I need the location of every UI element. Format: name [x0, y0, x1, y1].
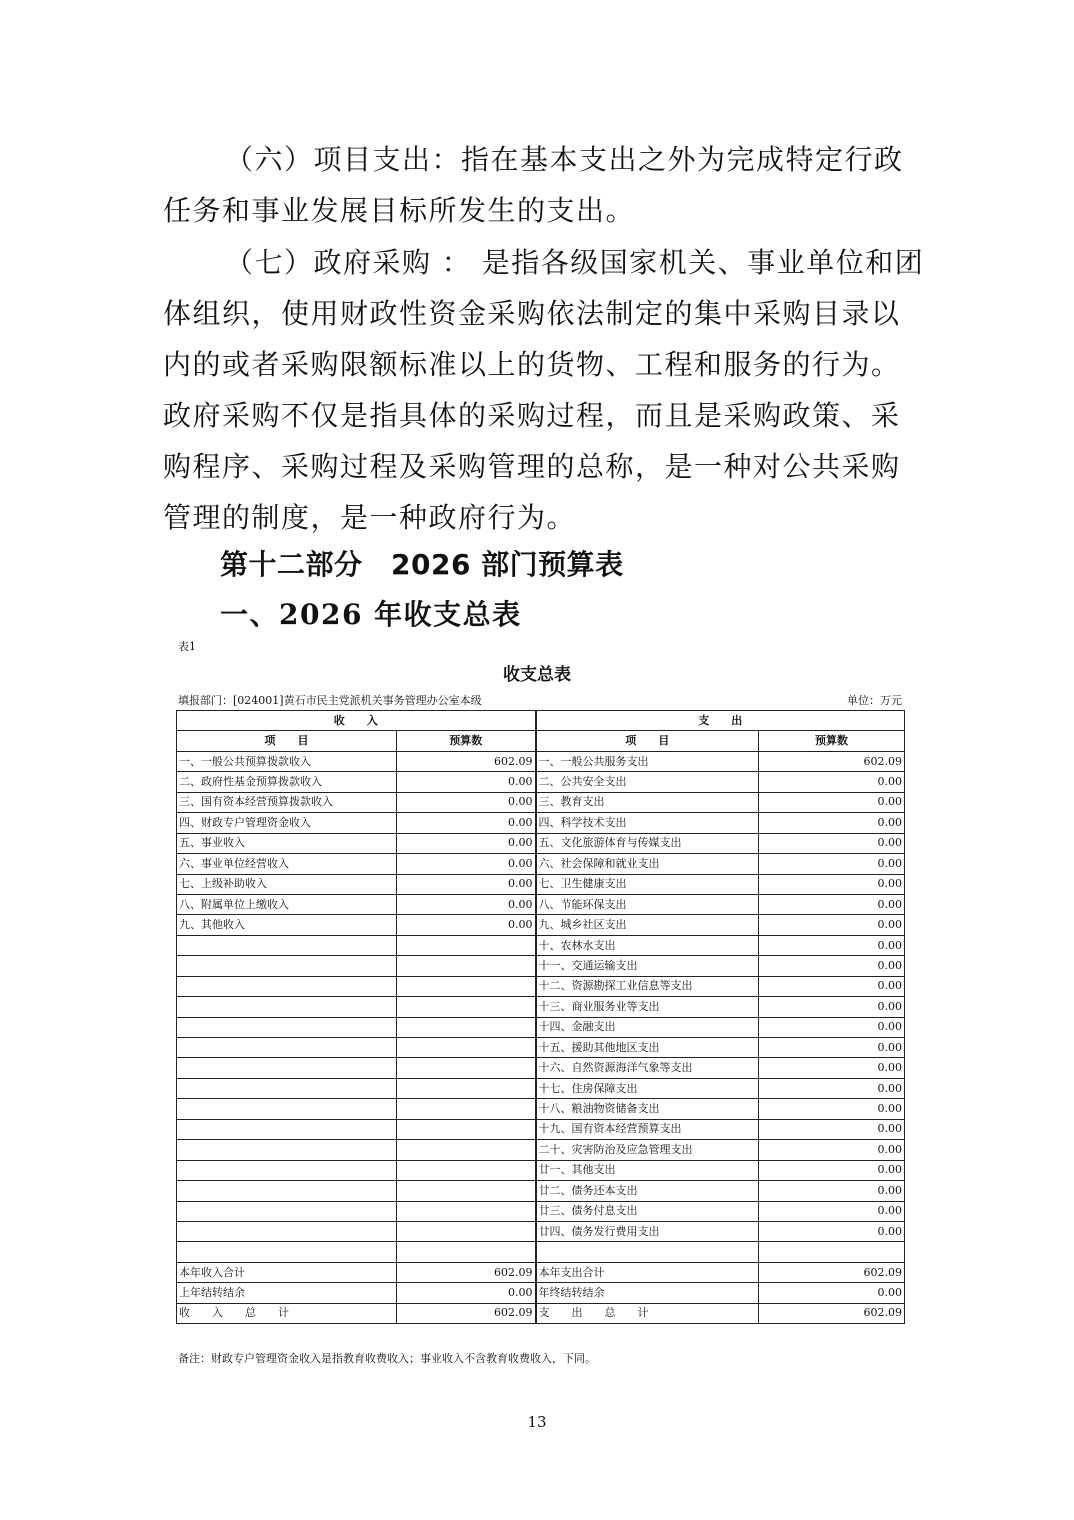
- expense-value-cell: 0.00: [759, 894, 905, 914]
- section-heading: 第十二部分 2026 部门预算表: [220, 548, 624, 581]
- income-item-cell: [177, 1160, 397, 1180]
- table-row: [177, 1160, 905, 1180]
- table-column-header-row: [177, 731, 905, 751]
- expense-item-cell: 廿二、债务还本支出: [536, 1181, 759, 1201]
- table-row: [177, 1058, 905, 1078]
- table-note: 备注：财政专户管理资金收入是指教育收费收入；事业收入不含教育收费收入，下同。: [178, 1352, 596, 1365]
- income-item-cell: [177, 1078, 397, 1098]
- income-value-cell: [397, 1181, 536, 1201]
- income-item-cell: 三、国有资本经营预算拨款收入: [177, 792, 397, 812]
- income-value-cell: 0.00: [397, 854, 536, 874]
- page-number: 13: [527, 1413, 547, 1431]
- table-row: [177, 1017, 905, 1037]
- income-value-cell: 0.00: [397, 1283, 536, 1303]
- expense-item-cell: 二、公共安全支出: [536, 772, 759, 792]
- expense-value-cell: 0.00: [759, 874, 905, 894]
- income-value-cell: 0.00: [397, 915, 536, 935]
- table-row: [177, 751, 905, 771]
- expense-value-cell: 0.00: [759, 935, 905, 955]
- income-value-cell: [397, 1160, 536, 1180]
- expense-item-cell: 十八、粮油物资储备支出: [536, 1099, 759, 1119]
- expense-value-cell: 0.00: [759, 792, 905, 812]
- expense-item-cell: 本年支出合计: [536, 1262, 759, 1282]
- income-header: 收 入: [177, 711, 536, 731]
- table-row: [177, 1119, 905, 1139]
- expense-item-cell: 四、科学技术支出: [536, 813, 759, 833]
- income-item-cell: [177, 997, 397, 1017]
- income-value-cell: 0.00: [397, 792, 536, 812]
- expense-value-cell: 0.00: [759, 1283, 905, 1303]
- expense-value-cell: 0.00: [759, 956, 905, 976]
- income-value-cell: [397, 997, 536, 1017]
- income-value-cell: [397, 1119, 536, 1139]
- expense-budget-header: 预算数: [759, 731, 905, 751]
- income-item-cell: 六、事业单位经营收入: [177, 854, 397, 874]
- budget-summary-table: [176, 710, 905, 1324]
- expense-item-cell: 一、一般公共服务支出: [536, 751, 759, 771]
- income-item-cell: [177, 1038, 397, 1058]
- table-row: [177, 1140, 905, 1160]
- expense-item-cell: 六、社会保障和就业支出: [536, 854, 759, 874]
- income-value-cell: [397, 1078, 536, 1098]
- income-item-cell: [177, 1017, 397, 1037]
- income-item-cell: 九、其他收入: [177, 915, 397, 935]
- table-title: 收支总表: [503, 665, 571, 685]
- expense-value-cell: 0.00: [759, 1017, 905, 1037]
- expense-value-cell: 0.00: [759, 772, 905, 792]
- expense-value-cell: 0.00: [759, 915, 905, 935]
- income-value-cell: 602.09: [397, 1262, 536, 1282]
- expense-value-cell: 0.00: [759, 854, 905, 874]
- expense-item-cell: 三、教育支出: [536, 792, 759, 812]
- income-value-cell: [397, 1017, 536, 1037]
- table-row: [177, 854, 905, 874]
- income-value-cell: [397, 956, 536, 976]
- income-value-cell: 602.09: [397, 1303, 536, 1323]
- expense-value-cell: 602.09: [759, 1303, 905, 1323]
- fill-department: 填报部门：[024001]黄石市民主党派机关事务管理办公室本级: [178, 694, 482, 707]
- income-item-cell: [177, 1099, 397, 1119]
- table-row: [177, 1262, 905, 1282]
- expense-item-header: 项 目: [536, 731, 759, 751]
- expense-value-cell: 0.00: [759, 1140, 905, 1160]
- table-row: [177, 956, 905, 976]
- table-row: [177, 1201, 905, 1221]
- table-row: [177, 792, 905, 812]
- table-row: [177, 935, 905, 955]
- expense-item-cell: 十五、援助其他地区支出: [536, 1038, 759, 1058]
- expense-value-cell: 0.00: [759, 1099, 905, 1119]
- table-row: [177, 1242, 905, 1262]
- expense-item-cell: 廿四、债务发行费用支出: [536, 1221, 759, 1241]
- expense-item-cell: 八、节能环保支出: [536, 894, 759, 914]
- expense-item-cell: 廿一、其他支出: [536, 1160, 759, 1180]
- income-item-cell: 二、政府性基金预算拨款收入: [177, 772, 397, 792]
- income-value-cell: 0.00: [397, 813, 536, 833]
- expense-item-cell: 十一、交通运输支出: [536, 956, 759, 976]
- expense-value-cell: 0.00: [759, 976, 905, 996]
- table-row: [177, 1099, 905, 1119]
- table-row: [177, 1078, 905, 1098]
- income-value-cell: [397, 1201, 536, 1221]
- table-row: [177, 1283, 905, 1303]
- paragraph-project-expenditure: （六）项目支出：指在基本支出之外为完成特定行政任务和事业发展目标所发生的支出。: [163, 143, 904, 227]
- income-item-cell: [177, 1119, 397, 1139]
- income-value-cell: [397, 1038, 536, 1058]
- income-budget-header: 预算数: [397, 731, 536, 751]
- paragraph-government-procurement: （七）政府采购 ： 是指各级国家机关、事业单位和团体组织，使用财政性资金采购依法制定的集中采购目录以内的或者采购限额标准以上的货物、工程和服务的行为。政府采购不仅是指具体的采购过程，而且是采购政策、采购程序、采购过程及采购管理的总称，是一种对公共采购管理的制度，是一种政府行为。: [163, 246, 925, 534]
- income-value-cell: [397, 935, 536, 955]
- expense-value-cell: 602.09: [759, 1262, 905, 1282]
- income-item-cell: [177, 1201, 397, 1221]
- income-item-cell: [177, 1140, 397, 1160]
- income-item-cell: [177, 1181, 397, 1201]
- table-row: [177, 1221, 905, 1241]
- expense-item-cell: 十六、自然资源海洋气象等支出: [536, 1058, 759, 1078]
- expense-value-cell: 0.00: [759, 997, 905, 1017]
- income-item-cell: 一、一般公共预算拨款收入: [177, 751, 397, 771]
- expense-value-cell: 0.00: [759, 1038, 905, 1058]
- expense-value-cell: 0.00: [759, 1058, 905, 1078]
- sub-heading: 一、2026 年收支总表: [220, 598, 522, 631]
- income-item-cell: [177, 1242, 397, 1262]
- expense-value-cell: 0.00: [759, 1078, 905, 1098]
- table-row: [177, 976, 905, 996]
- expense-item-cell: 五、文化旅游体育与传媒支出: [536, 833, 759, 853]
- table-row: [177, 813, 905, 833]
- expense-item-cell: 十七、住房保障支出: [536, 1078, 759, 1098]
- income-item-header: 项 目: [177, 731, 397, 751]
- table-row: [177, 1038, 905, 1058]
- expense-item-cell: 十二、资源勘探工业信息等支出: [536, 976, 759, 996]
- income-item-cell: 五、事业收入: [177, 833, 397, 853]
- table-group-header-row: [177, 711, 905, 731]
- table-row: [177, 1303, 905, 1323]
- income-value-cell: [397, 1140, 536, 1160]
- income-value-cell: 0.00: [397, 894, 536, 914]
- income-item-cell: 八、附属单位上缴收入: [177, 894, 397, 914]
- expense-value-cell: 0.00: [759, 1221, 905, 1241]
- expense-value-cell: 0.00: [759, 1201, 905, 1221]
- income-value-cell: 0.00: [397, 772, 536, 792]
- expense-item-cell: 二十、灾害防治及应急管理支出: [536, 1140, 759, 1160]
- income-item-cell: 收 入 总 计: [177, 1303, 397, 1323]
- table-row: [177, 894, 905, 914]
- income-value-cell: 0.00: [397, 833, 536, 853]
- table-row: [177, 915, 905, 935]
- income-value-cell: [397, 1221, 536, 1241]
- expense-header: 支 出: [536, 711, 905, 731]
- income-value-cell: [397, 1099, 536, 1119]
- income-item-cell: 上年结转结余: [177, 1283, 397, 1303]
- income-value-cell: 602.09: [397, 751, 536, 771]
- income-item-cell: [177, 1221, 397, 1241]
- expense-item-cell: 支 出 总 计: [536, 1303, 759, 1323]
- table-row: [177, 833, 905, 853]
- expense-item-cell: 十四、金融支出: [536, 1017, 759, 1037]
- income-item-cell: 七、上级补助收入: [177, 874, 397, 894]
- expense-item-cell: 十九、国有资本经营预算支出: [536, 1119, 759, 1139]
- expense-item-cell: 年终结转结余: [536, 1283, 759, 1303]
- expense-item-cell: 十三、商业服务业等支出: [536, 997, 759, 1017]
- table-row: [177, 1181, 905, 1201]
- table-row: [177, 874, 905, 894]
- income-value-cell: 0.00: [397, 874, 536, 894]
- unit-label: 单位：万元: [847, 694, 902, 707]
- expense-item-cell: [536, 1242, 759, 1262]
- expense-value-cell: 0.00: [759, 1160, 905, 1180]
- expense-item-cell: 廿三、债务付息支出: [536, 1201, 759, 1221]
- income-item-cell: [177, 976, 397, 996]
- expense-item-cell: 十、农林水支出: [536, 935, 759, 955]
- expense-value-cell: 0.00: [759, 813, 905, 833]
- income-item-cell: [177, 956, 397, 976]
- income-value-cell: [397, 1242, 536, 1262]
- table-row: [177, 772, 905, 792]
- expense-value-cell: 0.00: [759, 1119, 905, 1139]
- expense-value-cell: 0.00: [759, 1181, 905, 1201]
- income-item-cell: 四、财政专户管理资金收入: [177, 813, 397, 833]
- expense-value-cell: [759, 1242, 905, 1262]
- income-value-cell: [397, 976, 536, 996]
- income-item-cell: 本年收入合计: [177, 1262, 397, 1282]
- income-item-cell: [177, 935, 397, 955]
- income-item-cell: [177, 1058, 397, 1078]
- expense-value-cell: 0.00: [759, 833, 905, 853]
- table-row: [177, 997, 905, 1017]
- expense-item-cell: 九、城乡社区支出: [536, 915, 759, 935]
- income-value-cell: [397, 1058, 536, 1078]
- expense-value-cell: 602.09: [759, 751, 905, 771]
- expense-item-cell: 七、卫生健康支出: [536, 874, 759, 894]
- table-number: 表1: [178, 640, 196, 653]
